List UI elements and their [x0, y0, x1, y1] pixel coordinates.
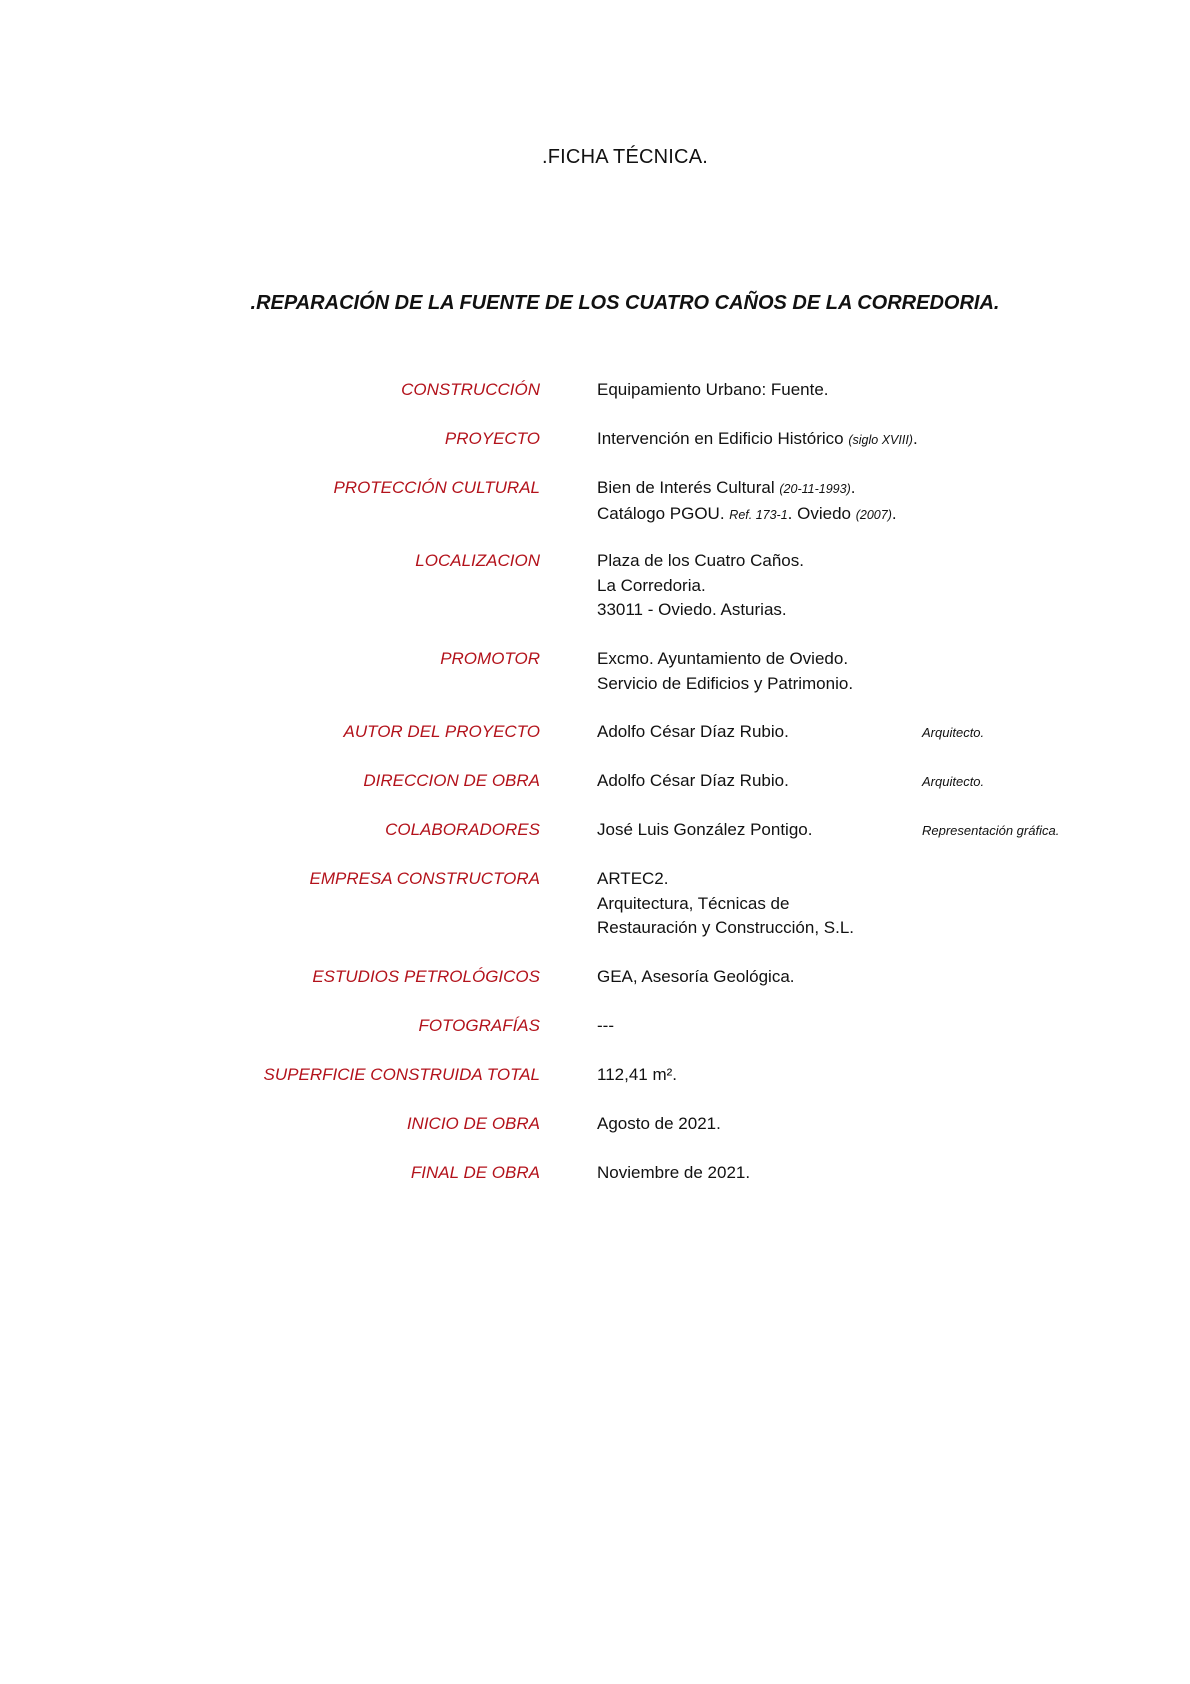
value-autor: Adolfo César Díaz Rubio. — [597, 722, 789, 741]
value-direccion: Adolfo César Díaz Rubio. — [597, 771, 789, 790]
value-fotografias: --- — [597, 1016, 614, 1035]
label-construccion: CONSTRUCCIÓN — [401, 380, 540, 399]
value-proteccion-line1 — [597, 476, 897, 502]
value-proyecto-end: . — [912, 429, 918, 448]
pgou-city: . Oviedo — [787, 503, 851, 523]
note-colaboradores: Representación gráfica. — [922, 823, 1060, 838]
value-proyecto-text: Intervención en Edificio Histórico — [597, 429, 844, 448]
value-localizacion — [597, 549, 804, 623]
value-estudios: GEA, Asesoría Geológica. — [597, 967, 795, 986]
value-proyecto-note: (siglo XVIII) — [848, 433, 913, 447]
pgou-end: . — [891, 503, 897, 523]
label-autor: AUTOR DEL PROYECTO — [343, 722, 540, 741]
empresa-line: Restauración y Construcción, S.L. — [597, 918, 855, 937]
label-direccion: DIRECCION DE OBRA — [363, 771, 540, 790]
bic-date: (20-11-1993) — [779, 482, 851, 496]
pgou-year: (2007) — [855, 507, 892, 522]
note-direccion: Arquitecto. — [922, 774, 985, 789]
project-title: .REPARACIÓN DE LA FUENTE DE LOS CUATRO CAÑOS DE LA CORREDORIA. — [250, 292, 1000, 314]
label-localizacion: LOCALIZACION — [415, 551, 540, 570]
label-inicio: INICIO DE OBRA — [406, 1114, 540, 1133]
value-proteccion-line2 — [597, 502, 897, 528]
value-proteccion — [597, 476, 897, 527]
empresa-line: Arquitectura, Técnicas de — [597, 893, 790, 913]
label-proyecto: PROYECTO — [444, 429, 540, 448]
value-empresa — [597, 867, 854, 941]
value-proyecto — [597, 427, 918, 453]
note-autor: Arquitecto. — [922, 725, 985, 740]
value-colaboradores: José Luis González Pontigo. — [597, 820, 813, 839]
pgou-ref: Ref. 173-1 — [729, 507, 788, 522]
value-promotor — [597, 647, 853, 696]
label-promotor: PROMOTOR — [440, 649, 540, 668]
value-construccion: Equipamiento Urbano: Fuente. — [597, 380, 829, 399]
value-inicio: Agosto de 2021. — [597, 1114, 721, 1133]
label-fotografias: FOTOGRAFÍAS — [418, 1016, 540, 1035]
label-proteccion: PROTECCIÓN CULTURAL — [333, 478, 540, 497]
label-estudios: ESTUDIOS PETROLÓGICOS — [312, 967, 540, 986]
promotor-line: Servicio de Edificios y Patrimonio. — [597, 673, 854, 693]
promotor-line: Excmo. Ayuntamiento de Oviedo. — [597, 649, 849, 668]
bic-end: . — [850, 478, 856, 497]
bic-text: Bien de Interés Cultural — [597, 478, 775, 497]
localizacion-line: La Corredoria. — [597, 575, 706, 595]
page-title: .FICHA TÉCNICA. — [542, 146, 708, 168]
value-superficie: 112,41 m². — [597, 1065, 678, 1084]
label-colaboradores: COLABORADORES — [385, 820, 540, 839]
localizacion-line: Plaza de los Cuatro Caños. — [597, 551, 804, 570]
localizacion-line: 33011 - Oviedo. Asturias. — [597, 600, 787, 619]
empresa-line: ARTEC2. — [597, 869, 669, 888]
label-final: FINAL DE OBRA — [410, 1163, 540, 1182]
label-empresa: EMPRESA CONSTRUCTORA — [309, 869, 540, 888]
pgou-text: Catálogo PGOU. — [597, 503, 725, 523]
value-final: Noviembre de 2021. — [597, 1163, 751, 1182]
label-superficie: SUPERFICIE CONSTRUIDA TOTAL — [263, 1065, 540, 1084]
